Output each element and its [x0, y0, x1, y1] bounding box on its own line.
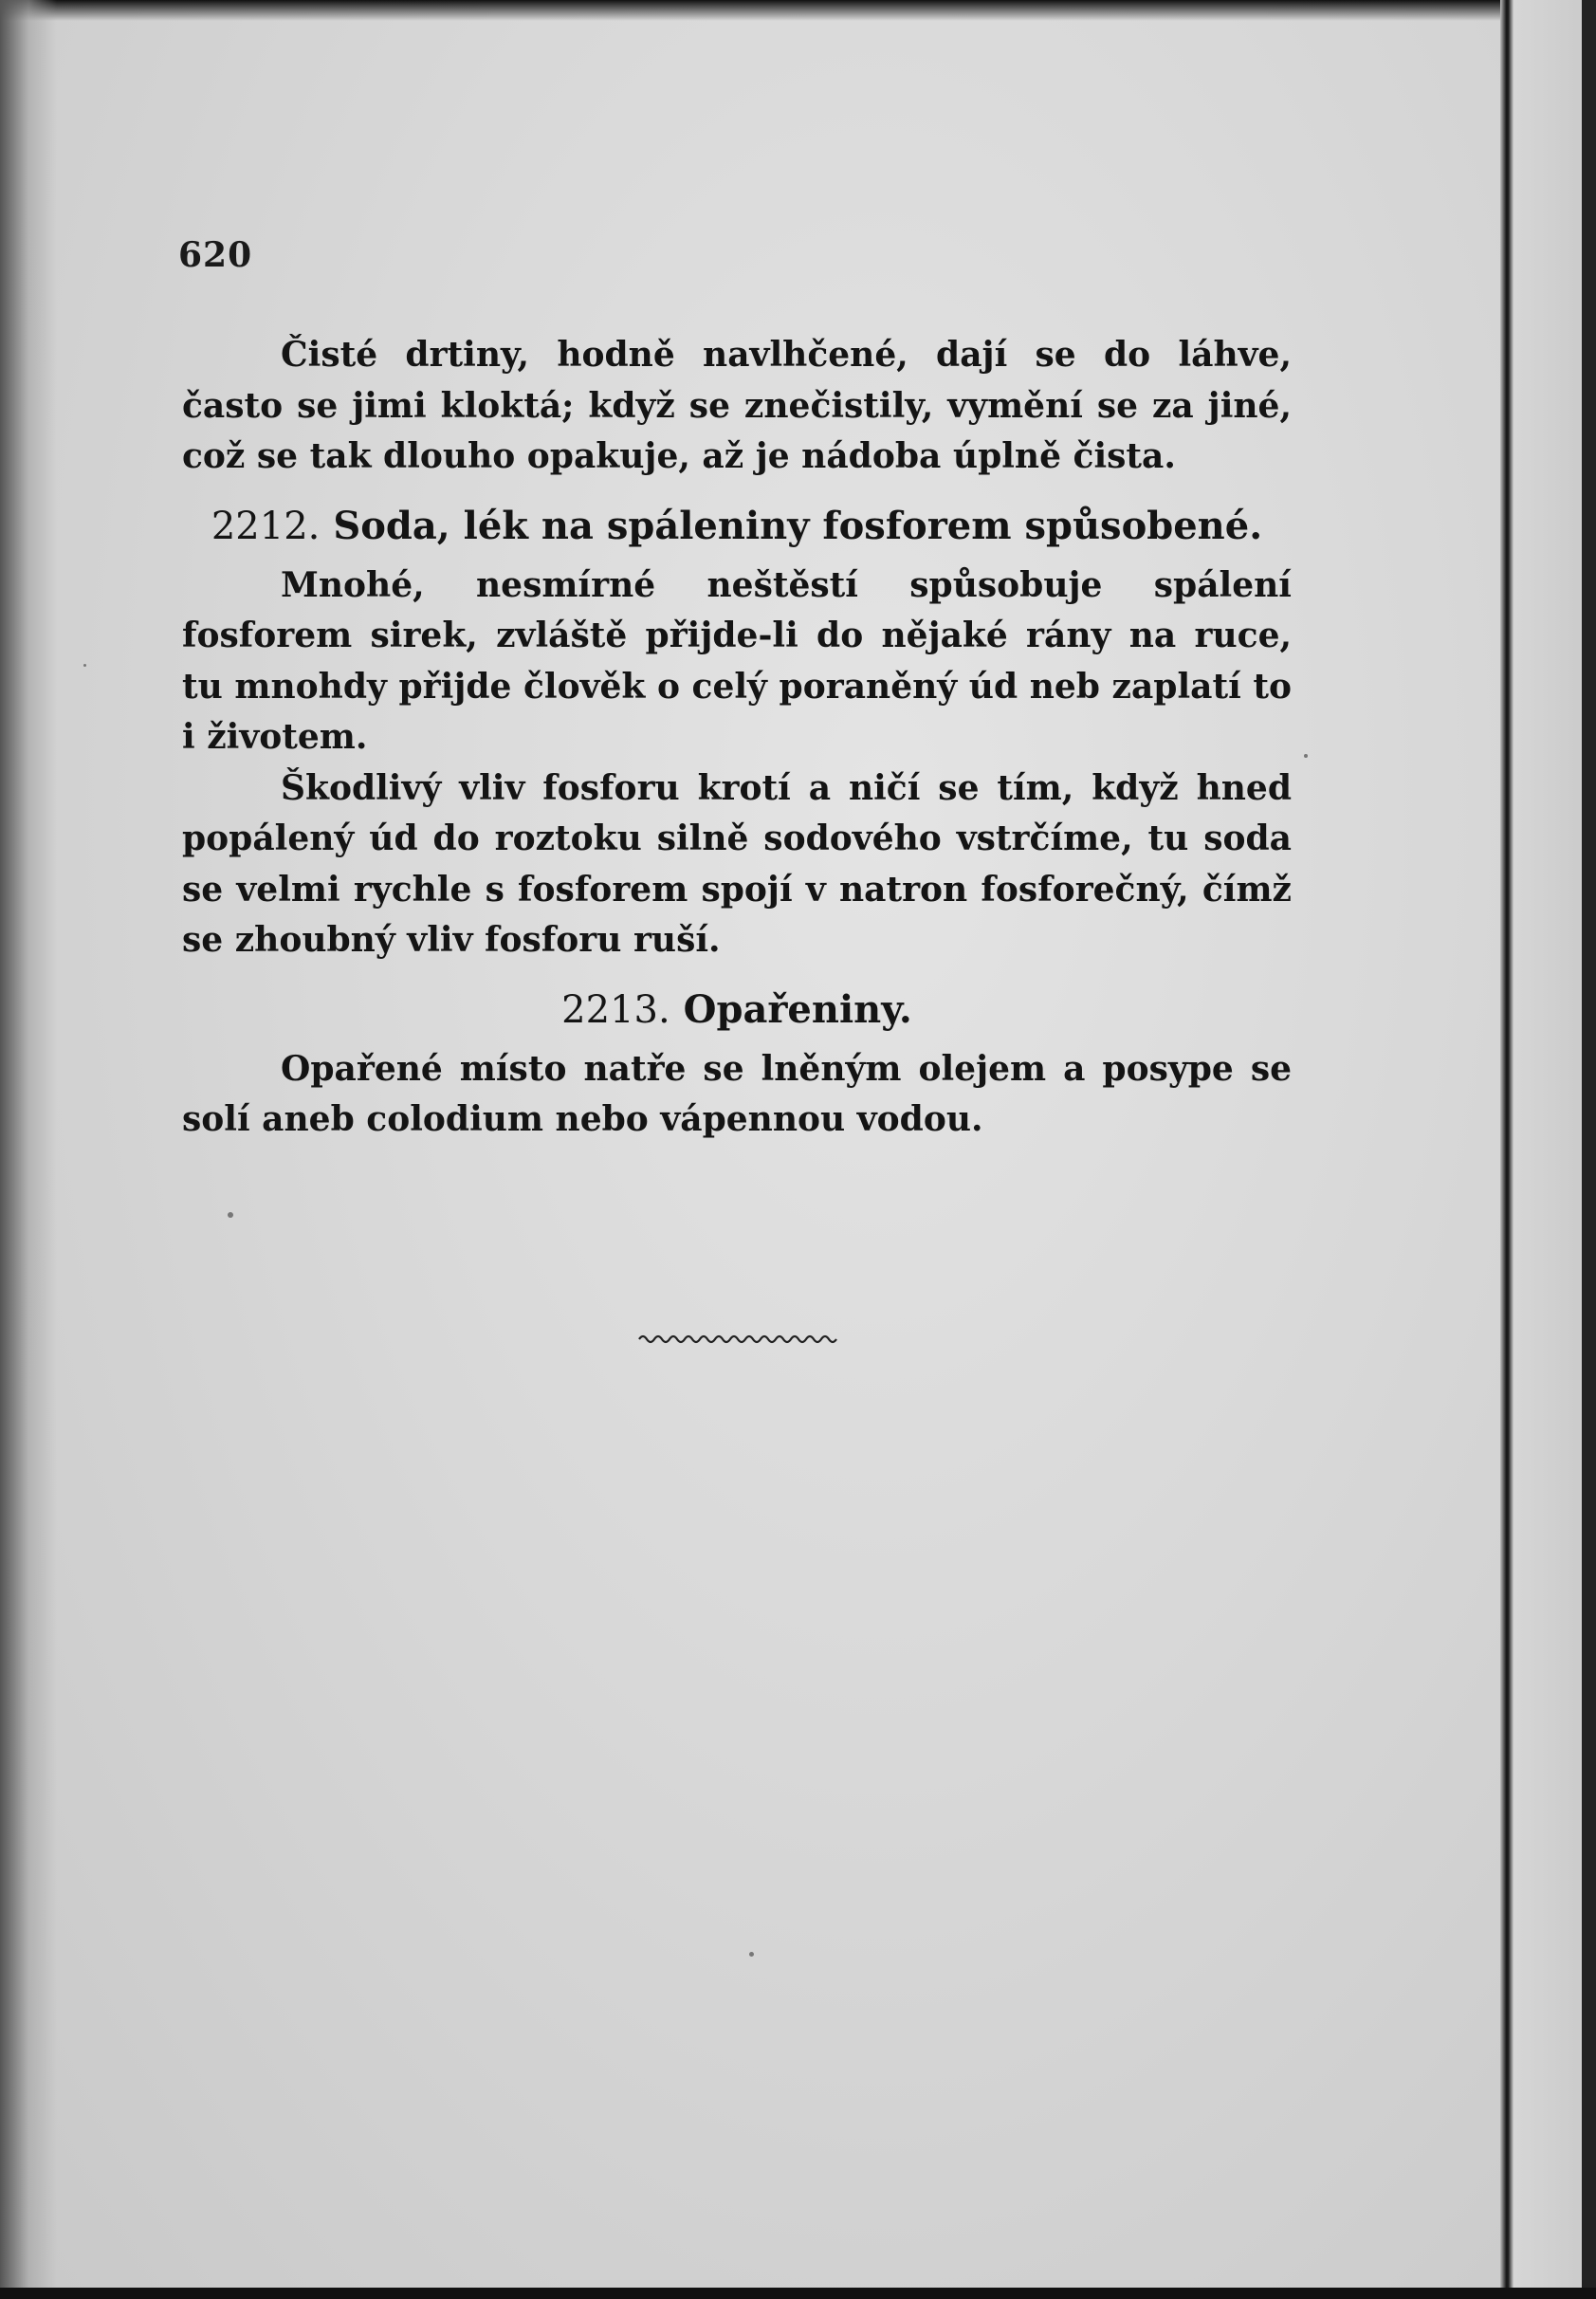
wavy-rule-ornament	[637, 1330, 838, 1345]
paragraph: Opařené místo natře se lněným olejem a posype se solí aneb colodium nebo vápennou vodou.	[182, 1048, 1292, 1139]
section-heading-2213	[182, 982, 1292, 1039]
wavy-rule-line	[639, 1336, 836, 1342]
page-body	[182, 330, 1292, 1146]
section-number: 2213.	[561, 987, 670, 1032]
section-heading-2212	[182, 498, 1292, 555]
intro-paragraph: Čisté drtiny, hodně navlhčené, dají se do láhve, často se jimi kloktá; když se znečistily, vymění se za jiné, což se tak dlouho opakuje, až je nádoba úplně čista.	[182, 335, 1292, 476]
paragraph: Mnohé, nesmírné neštěstí spůsobuje spálení fosforem sirek, zvláště přijde-li do nějaké rány na ruce, tu mnohdy přijde člověk o celý poraněný úd neb zaplatí to i životem.	[182, 564, 1292, 757]
section-number: 2212.	[211, 504, 321, 548]
book-gutter	[1500, 0, 1513, 2299]
section-title: Soda, lék na spáleniny fosforem spůsobené.	[333, 503, 1263, 548]
paragraph: Škodlivý vliv fosforu krotí a ničí se tím, když hned popálený úd do roztoku silně sodového vstrčíme, tu soda se velmi rychle s fosforem spojí v natron fosforečný, čímž se zhoubný vliv fosforu ruší.	[182, 767, 1292, 960]
page-number: 620	[178, 235, 253, 275]
section-title: Opařeniny.	[683, 986, 912, 1032]
scan-right-edge	[1582, 0, 1596, 2299]
